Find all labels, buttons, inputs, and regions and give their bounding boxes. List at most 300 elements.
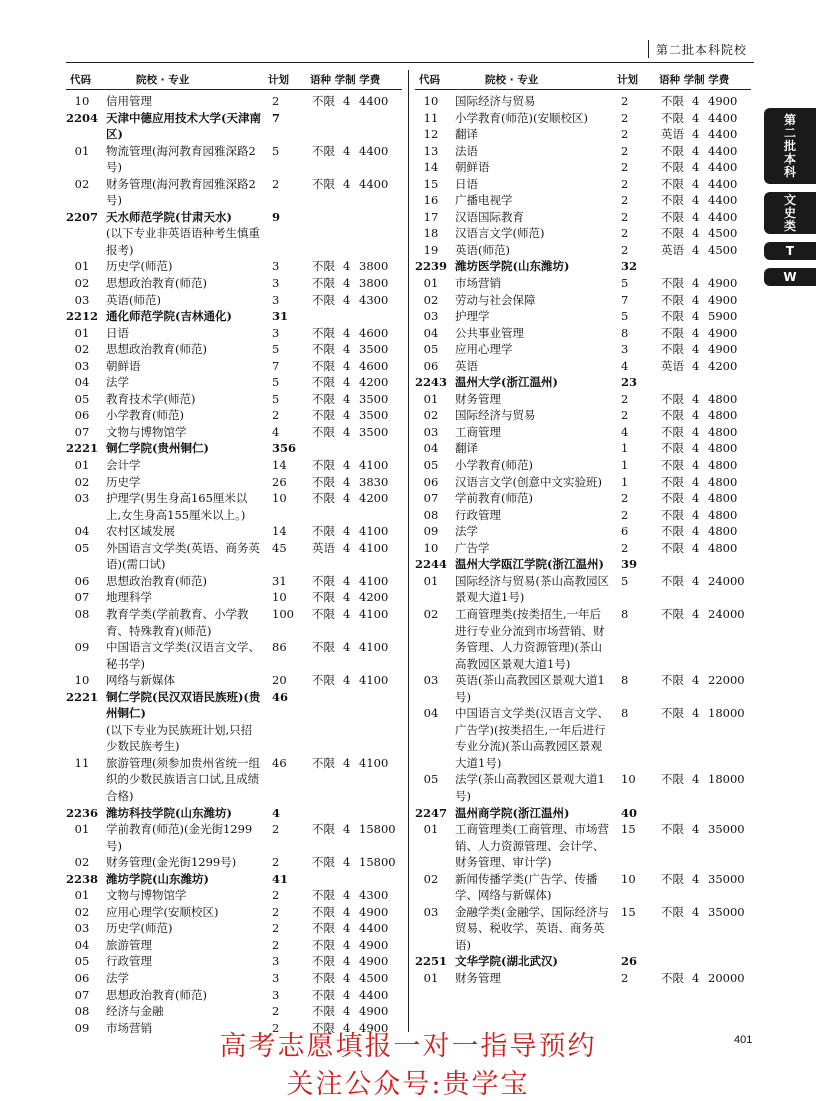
cell-code: 01	[423, 822, 439, 837]
cell-lang: 不限	[312, 325, 335, 340]
cell-lang: 不限	[661, 424, 684, 439]
cell-code: 01	[74, 325, 90, 340]
cell-years: 4	[692, 242, 700, 257]
cell-plan: 2	[272, 1020, 280, 1035]
cell-lang: 不限	[312, 408, 335, 423]
cell-code: 2244	[415, 557, 448, 572]
cell-fee: 4400	[359, 921, 389, 936]
cell-lang: 不限	[661, 524, 684, 539]
cell-fee: 4200	[359, 590, 389, 605]
major-row	[66, 1003, 402, 1020]
cell-code: 2212	[66, 309, 99, 324]
cell-lang: 不限	[312, 590, 335, 605]
cell-plan: 2	[272, 921, 280, 936]
header-code: 代码	[70, 74, 91, 86]
cell-years: 4	[343, 375, 351, 390]
cell-name: 国际经济与贸易	[455, 94, 536, 108]
table-header-rule	[415, 89, 751, 90]
cell-name: 潍坊医学院(山东潍坊)	[455, 259, 570, 274]
cell-plan: 2	[621, 193, 629, 208]
cell-fee: 3500	[359, 342, 389, 357]
cell-fee: 4300	[359, 888, 389, 903]
cell-fee: 4900	[359, 954, 389, 969]
cell-years: 4	[343, 640, 351, 655]
cell-code: 05	[74, 954, 90, 969]
table-header-rule	[66, 89, 402, 90]
cell-fee: 4900	[359, 904, 389, 919]
cell-code: 03	[74, 921, 90, 936]
cell-years: 4	[692, 292, 700, 307]
cell-years: 4	[692, 474, 700, 489]
cell-lang: 不限	[661, 673, 684, 688]
cell-years: 4	[692, 458, 700, 473]
header-lang-years-fee: 语种 学制 学费	[659, 74, 730, 86]
cell-code: 05	[423, 458, 439, 473]
cell-code: 2247	[415, 805, 448, 820]
cell-plan: 9	[272, 209, 281, 224]
cell-lang: 不限	[312, 143, 335, 158]
cell-name: 思想政治教育(师范)	[106, 276, 207, 291]
cell-lang: 不限	[312, 822, 335, 837]
cell-years: 4	[343, 970, 351, 985]
cell-code: 01	[74, 458, 90, 473]
major-row	[66, 490, 402, 523]
cell-name: 铜仁学院(民汉双语民族班)(贵州铜仁)	[106, 689, 261, 721]
table-header	[66, 72, 402, 87]
cell-plan: 26	[272, 474, 287, 489]
cell-lang: 不限	[312, 259, 335, 274]
cell-lang: 不限	[661, 391, 684, 406]
cell-fee: 15800	[359, 822, 396, 837]
cell-plan: 5	[272, 391, 280, 406]
major-row	[66, 374, 402, 391]
cell-code: 03	[423, 904, 439, 919]
institution-row	[415, 953, 751, 970]
cell-name: 铜仁学院(贵州铜仁)	[106, 441, 209, 456]
cell-code: 2251	[415, 954, 448, 969]
cell-years: 4	[343, 540, 351, 555]
major-row	[415, 705, 751, 771]
watermark-line-2: 关注公众号:贵学宝	[286, 1069, 530, 1100]
cell-years: 4	[692, 391, 700, 406]
cell-plan: 8	[621, 606, 629, 621]
major-row	[66, 391, 402, 408]
cell-fee: 4200	[359, 375, 389, 390]
cell-code: 10	[423, 94, 439, 108]
cell-name: 法学	[106, 970, 129, 985]
cell-lang: 不限	[312, 1020, 335, 1035]
cell-fee: 4200	[708, 358, 738, 373]
cell-name: 汉语言文学(师范)	[455, 226, 545, 241]
side-tab-category[interactable]: 文 史 类	[764, 192, 816, 234]
cell-name: 法学	[106, 375, 129, 390]
cell-code: 06	[74, 408, 90, 423]
cell-code: 12	[423, 127, 439, 142]
cell-fee: 4900	[359, 1004, 389, 1019]
cell-code: 02	[423, 606, 439, 621]
major-row	[66, 424, 402, 441]
left-table-body	[66, 93, 402, 1036]
cell-fee: 4100	[359, 755, 389, 770]
note-row	[66, 722, 402, 755]
cell-plan: 100	[272, 606, 294, 621]
cell-plan: 2	[621, 391, 629, 406]
cell-name: 工商管理	[455, 424, 501, 439]
cell-lang: 不限	[312, 954, 335, 969]
cell-fee: 4400	[708, 160, 738, 175]
side-tab-w[interactable]: W	[764, 268, 816, 286]
cell-years: 4	[343, 342, 351, 357]
cell-plan: 1	[621, 441, 629, 456]
cell-code: 06	[74, 573, 90, 588]
major-row	[415, 176, 751, 193]
major-row	[415, 192, 751, 209]
cell-lang: 不限	[312, 94, 335, 108]
cell-fee: 4300	[359, 292, 389, 307]
cell-years: 4	[692, 822, 700, 837]
cell-years: 4	[692, 226, 700, 241]
cell-lang: 不限	[661, 904, 684, 919]
cell-plan: 1	[621, 474, 629, 489]
cell-lang: 不限	[661, 474, 684, 489]
cell-name: 文华学院(湖北武汉)	[455, 954, 558, 969]
cell-plan: 2	[621, 94, 629, 108]
major-row	[415, 523, 751, 540]
cell-fee: 5900	[708, 309, 738, 324]
cell-name: 汉语国际教育	[455, 209, 524, 224]
cell-fee: 4200	[359, 491, 389, 506]
cell-fee: 18000	[708, 772, 745, 787]
institution-row	[66, 440, 402, 457]
major-row	[66, 93, 402, 110]
cell-lang: 不限	[661, 458, 684, 473]
cell-name: 法学(茶山高教园区景观大道1号)	[455, 772, 605, 803]
cell-lang: 不限	[661, 540, 684, 555]
major-row	[66, 407, 402, 424]
cell-lang: 英语	[661, 242, 684, 257]
cell-code: 03	[74, 292, 90, 307]
cell-name: 教育技术学(师范)	[106, 391, 196, 406]
cell-code: 2238	[66, 871, 99, 886]
cell-years: 4	[343, 391, 351, 406]
cell-years: 4	[692, 706, 700, 721]
cell-fee: 35000	[708, 822, 745, 837]
cell-code: 04	[423, 441, 439, 456]
cell-code: 09	[423, 524, 439, 539]
cell-name: 财务管理	[455, 970, 501, 985]
cell-years: 4	[692, 209, 700, 224]
cell-fee: 4400	[359, 987, 389, 1002]
header-lang-years-fee: 语种 学制 学费	[310, 74, 381, 86]
cell-plan: 3	[272, 292, 280, 307]
cell-code: 14	[423, 160, 439, 175]
cell-years: 4	[692, 160, 700, 175]
cell-name: 历史学(师范)	[106, 921, 173, 936]
cell-years: 4	[692, 904, 700, 919]
cell-lang: 不限	[312, 176, 335, 191]
cell-code: 02	[74, 904, 90, 919]
major-row	[415, 292, 751, 309]
major-row	[415, 871, 751, 904]
cell-name: 行政管理	[106, 954, 152, 969]
cell-code: 19	[423, 242, 439, 257]
major-row	[415, 424, 751, 441]
cell-plan: 7	[272, 110, 281, 125]
cell-code: 11	[74, 755, 90, 770]
cell-code: 07	[74, 987, 90, 1002]
cell-name: 潍坊科技学院(山东潍坊)	[106, 805, 232, 820]
cell-years: 4	[692, 507, 700, 522]
cell-years: 4	[343, 325, 351, 340]
column-divider	[408, 70, 409, 1032]
major-row	[415, 110, 751, 127]
institution-row	[415, 374, 751, 391]
cell-years: 4	[692, 606, 700, 621]
cell-fee: 24000	[708, 606, 745, 621]
cell-code: 06	[423, 358, 439, 373]
cell-code: 03	[423, 673, 439, 688]
major-row	[415, 242, 751, 259]
major-row	[66, 755, 402, 805]
cell-code: 07	[74, 590, 90, 605]
cell-plan: 5	[272, 143, 280, 158]
cell-plan: 8	[621, 706, 629, 721]
cell-fee: 4500	[708, 242, 738, 257]
cell-name: 广播电视学	[455, 193, 513, 208]
cell-name: 日语	[455, 176, 478, 191]
major-row	[66, 639, 402, 672]
cell-plan: 45	[272, 540, 287, 555]
cell-years: 4	[692, 441, 700, 456]
cell-name: 潍坊学院(山东潍坊)	[106, 871, 209, 886]
cell-plan: 2	[621, 176, 629, 191]
cell-code: 05	[74, 391, 90, 406]
cell-lang: 不限	[661, 292, 684, 307]
cell-lang: 不限	[312, 458, 335, 473]
cell-name: 历史学(师范)	[106, 259, 173, 274]
cell-years: 4	[343, 673, 351, 688]
cell-fee: 4100	[359, 458, 389, 473]
cell-code: 02	[423, 871, 439, 886]
cell-code: 08	[423, 507, 439, 522]
cell-years: 4	[343, 259, 351, 274]
cell-plan: 3	[272, 276, 280, 291]
major-row	[415, 771, 751, 804]
cell-lang: 不限	[312, 1004, 335, 1019]
cell-plan: 6	[621, 524, 629, 539]
cell-lang: 不限	[312, 491, 335, 506]
cell-years: 4	[692, 408, 700, 423]
cell-code: 02	[74, 276, 90, 291]
major-row	[415, 275, 751, 292]
cell-lang: 不限	[312, 375, 335, 390]
cell-name: 小学教育(师范)	[106, 408, 184, 423]
cell-lang: 不限	[661, 441, 684, 456]
cell-code: 07	[74, 424, 90, 439]
cell-plan: 20	[272, 673, 287, 688]
major-row	[66, 457, 402, 474]
cell-years: 4	[343, 143, 351, 158]
major-row	[66, 341, 402, 358]
cell-lang: 不限	[312, 904, 335, 919]
cell-years: 4	[692, 358, 700, 373]
cell-years: 4	[692, 970, 700, 985]
cell-name: 外国语言文学类(英语、商务英语)(需口试)	[106, 540, 260, 572]
cell-name: 天津中德应用技术大学(天津南区)	[106, 110, 261, 142]
cell-plan: 4	[272, 424, 280, 439]
cell-lang: 不限	[312, 888, 335, 903]
cell-code: 04	[423, 706, 439, 721]
cell-plan: 2	[621, 408, 629, 423]
cell-plan: 10	[272, 491, 287, 506]
cell-code: 01	[423, 573, 439, 588]
cell-code: 2204	[66, 110, 99, 125]
cell-name: 广告学	[455, 540, 490, 555]
cell-plan: 4	[621, 358, 629, 373]
cell-years: 4	[343, 888, 351, 903]
institution-row	[66, 110, 402, 143]
cell-name: 市场营销	[106, 1020, 152, 1035]
cell-code: 01	[423, 391, 439, 406]
cell-fee: 4100	[359, 573, 389, 588]
major-row	[66, 540, 402, 573]
cell-plan: 2	[621, 970, 629, 985]
cell-name: 中国语言文学类(汉语言文学、秘书学)	[106, 640, 260, 671]
cell-lang: 不限	[312, 755, 335, 770]
cell-fee: 4800	[708, 391, 738, 406]
cell-fee: 4100	[359, 524, 389, 539]
cell-name: 财务管理	[455, 391, 501, 406]
cell-code: 2239	[415, 259, 448, 274]
cell-plan: 2	[621, 226, 629, 241]
cell-plan: 14	[272, 524, 287, 539]
cell-years: 4	[343, 474, 351, 489]
cell-years: 4	[692, 276, 700, 291]
cell-plan: 2	[272, 937, 280, 952]
cell-years: 4	[343, 904, 351, 919]
cell-fee: 4400	[708, 176, 738, 191]
cell-plan: 2	[272, 176, 280, 191]
cell-code: 09	[74, 640, 90, 655]
major-row	[66, 970, 402, 987]
cell-name: 经济与金融	[106, 1004, 164, 1019]
cell-plan: 2	[272, 1004, 280, 1019]
cell-code: 10	[74, 94, 90, 108]
institution-row	[66, 209, 402, 226]
cell-lang: 不限	[661, 110, 684, 125]
major-row	[415, 970, 751, 987]
cell-plan: 2	[621, 143, 629, 158]
cell-lang: 不限	[661, 209, 684, 224]
cell-code: 02	[74, 474, 90, 489]
cell-code: 2221	[66, 441, 99, 456]
cell-name: 温州大学(浙江温州)	[455, 375, 558, 390]
cell-name: 新闻传播学类(广告学、传播学、网络与新媒体)	[455, 871, 598, 903]
cell-name: 应用心理学(安顺校区)	[106, 904, 219, 919]
major-row	[415, 507, 751, 524]
cell-name: 农村区域发展	[106, 524, 175, 539]
major-row	[66, 821, 402, 854]
cell-name: 英语	[455, 358, 478, 373]
cell-plan: 15	[621, 904, 636, 919]
major-row	[66, 523, 402, 540]
cell-plan: 356	[272, 441, 297, 456]
cell-years: 4	[343, 755, 351, 770]
major-row	[66, 920, 402, 937]
cell-code: 2221	[66, 689, 99, 704]
side-tab-t[interactable]: T	[764, 242, 816, 260]
header-name: 院校 · 专业	[136, 74, 190, 86]
cell-name: 翻译	[455, 127, 478, 142]
cell-name: 思想政治教育(师范)	[106, 573, 207, 588]
cell-name: 中国语言文学类(汉语言文学、广告学)(按类招生,一年后进行专业分流)(茶山高教园区景观大道1号)	[455, 706, 609, 770]
cell-years: 4	[343, 1004, 351, 1019]
cell-lang: 不限	[661, 193, 684, 208]
cell-fee: 4900	[359, 1020, 389, 1035]
cell-lang: 不限	[312, 937, 335, 952]
cell-years: 4	[692, 309, 700, 324]
cell-plan: 2	[272, 408, 280, 423]
cell-code: 01	[74, 143, 90, 158]
cell-lang: 不限	[312, 342, 335, 357]
major-row	[415, 143, 751, 160]
cell-code: 03	[423, 309, 439, 324]
cell-fee: 4400	[359, 176, 389, 191]
cell-plan: 46	[272, 689, 289, 704]
cell-years: 4	[343, 524, 351, 539]
cell-name: 翻译	[455, 441, 478, 456]
cell-name: 英语(茶山高教园区景观大道1号)	[455, 673, 605, 704]
major-row	[66, 176, 402, 209]
cell-years: 4	[692, 524, 700, 539]
cell-fee: 3800	[359, 276, 389, 291]
cell-years: 4	[692, 540, 700, 555]
cell-lang: 不限	[661, 176, 684, 191]
cell-code: 03	[74, 358, 90, 373]
cell-years: 4	[343, 590, 351, 605]
cell-lang: 不限	[312, 573, 335, 588]
cell-years: 4	[692, 176, 700, 191]
side-tab-batch[interactable]: 第 二 批 本 科	[764, 108, 816, 184]
cell-name: 国际经济与贸易	[455, 408, 536, 423]
cell-plan: 3	[272, 987, 280, 1002]
cell-years: 4	[343, 292, 351, 307]
cell-code: 2243	[415, 375, 448, 390]
cell-plan: 5	[272, 342, 280, 357]
cell-code: 03	[74, 491, 90, 506]
cell-name: 教育学类(学前教育、小学教育、特殊教育)(师范)	[106, 606, 249, 638]
cell-lang: 不限	[312, 640, 335, 655]
cell-plan: 2	[621, 209, 629, 224]
cell-fee: 4800	[708, 524, 738, 539]
cell-code: 04	[74, 524, 90, 539]
right-table-body	[415, 93, 751, 987]
cell-plan: 2	[272, 94, 280, 108]
cell-plan: 8	[621, 673, 629, 688]
cell-fee: 4800	[708, 491, 738, 506]
cell-years: 4	[343, 458, 351, 473]
cell-fee: 22000	[708, 673, 745, 688]
header-plan: 计划	[617, 74, 638, 86]
cell-lang: 不限	[661, 871, 684, 886]
cell-fee: 4100	[359, 540, 389, 555]
cell-fee: 20000	[708, 970, 745, 985]
cell-fee: 4900	[708, 325, 738, 340]
cell-fee: 35000	[708, 871, 745, 886]
cell-name: 历史学	[106, 474, 141, 489]
major-row	[66, 573, 402, 590]
cell-plan: 5	[621, 276, 629, 291]
